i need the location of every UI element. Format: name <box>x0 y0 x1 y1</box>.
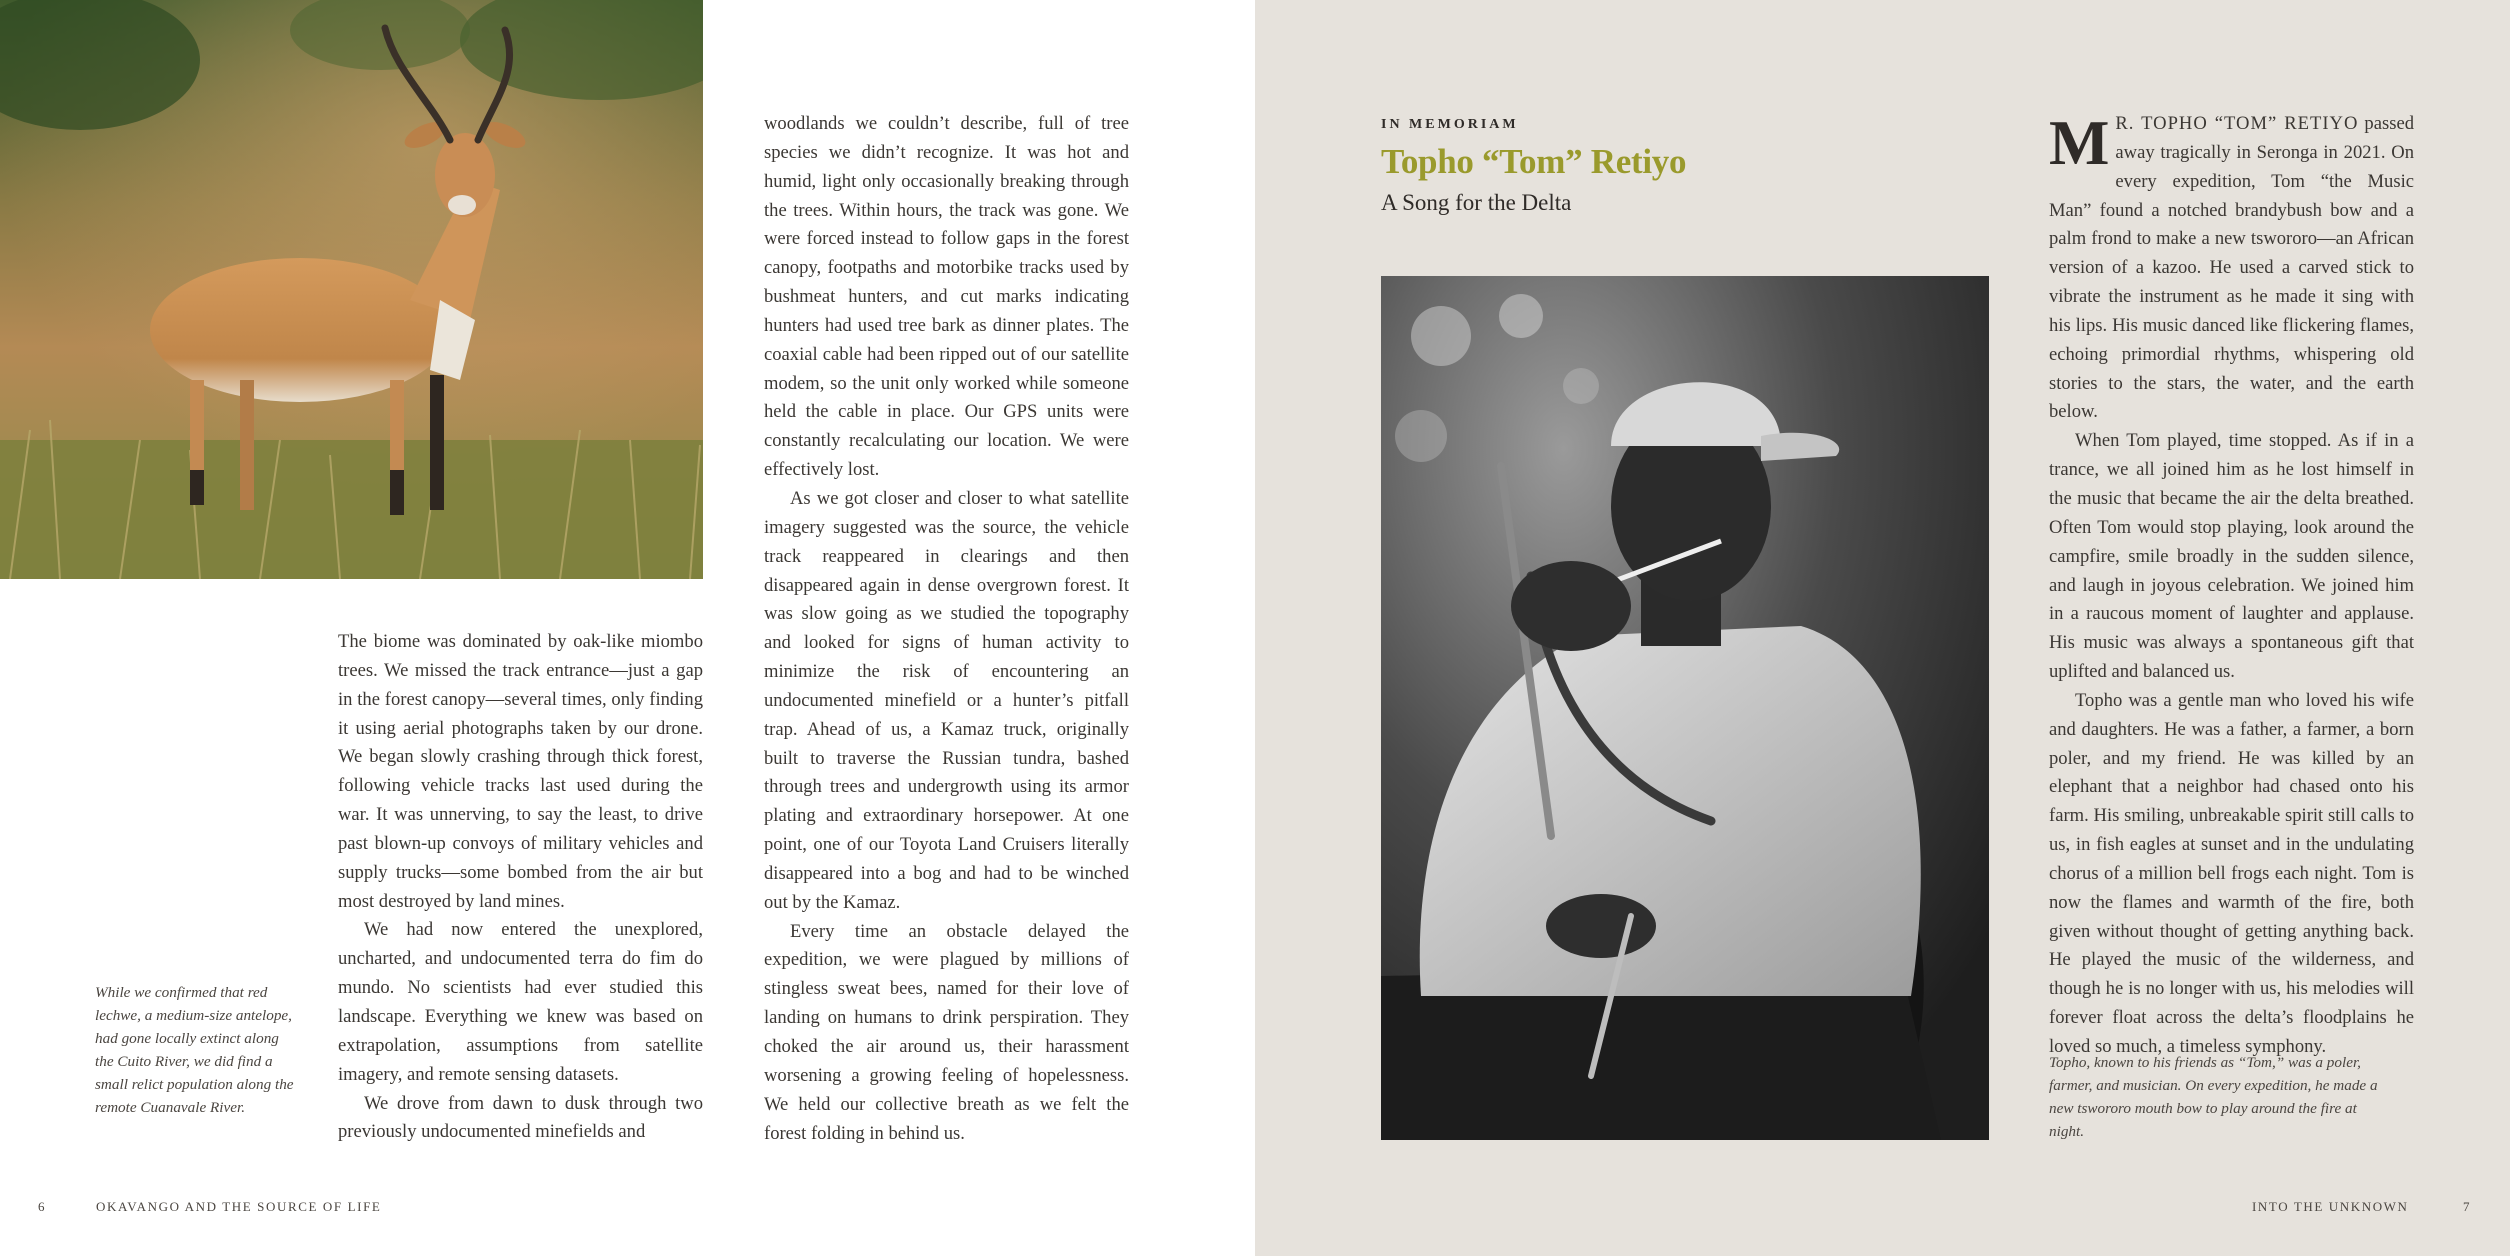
paragraph: The biome was dominated by oak-like miombo trees. We missed the track entrance—just a gap in the forest canopy—several times, only finding it using aerial photographs taken by our drone. We began slowly crashing through thick forest, following vehicle tracks last used during the war. It was unnerving, to say the least, to drive past blown-up convoys of military vehicles and supply trucks—some bombed from the air but most destroyed by land mines. <box>338 631 703 912</box>
paragraph: As we got closer and closer to what satellite imagery suggested was the source, the vehicle track reappeared in clearings and then disappeared again in dense overgrown forest. It was slow going as we studied the topography and looked for signs of human activity to minimize the risk of encountering an undocumented minefield or a hunter’s pitfall trap. Ahead of us, a Kamaz truck, originally built to traverse the Russian tundra, bashed through trees and undergrowth using its armor plating and extraordinary horsepower. At one point, one of our Toyota Land Cruisers literally disappeared into a bog and had to be winched out by the Kamaz. <box>764 487 1129 913</box>
paragraph-lead <box>2049 107 2414 427</box>
article-subtitle: A Song for the Delta <box>1381 190 1572 215</box>
paragraph: When Tom played, time stopped. As if in a trance, we all joined him as he lost himself in the music that became the air the delta breathed. Often Tom would stop playing, look around the campfire, smile broadly in the sudden silence, and laugh in joyous celebration. We joined him in a raucous moment of laughter and applause. His music was always a spontaneous gift that uplifted and balanced us. <box>2049 430 2414 683</box>
lead-in-caps: R. TOPHO “TOM” RETIYO <box>2115 113 2359 134</box>
photo-caption: While we confirmed that red lechwe, a medium-size antelope, had gone locally extinct along the Cuito River, we did find a small relict population along the remote Cuanavale River. <box>95 984 294 1116</box>
page-number: 7 <box>2463 1199 2470 1214</box>
paragraph: woodlands we couldn’t describe, full of tree species we didn’t recognize. It was hot and humid, light only occasionally breaking through the trees. Within hours, the track was gone. We were forced instead to follow gaps in the forest canopy, footpaths and motorbike tracks used by bushmeat hunters, and cut marks indicating hunters had used tree bark as dinner plates. The coaxial cable had been ripped out of our satellite modem, so the unit only worked while someone held the cable in place. Our GPS units were constantly recalculating our location. We were effectively lost. <box>764 113 1129 481</box>
paragraph: Every time an obstacle delayed the expedition, we were plagued by millions of stingless sweat bees, named for their love of landing on humans to drink perspiration. They choked the air around us, their harassment worsening a growing feeling of hopelessness. We held our collective breath as we felt the forest folding in behind us. <box>764 920 1129 1144</box>
paragraph: Topho was a gentle man who loved his wife and daughters. He was a father, a farmer, a born poler, and my friend. He was killed by an elephant that a neighbor had chased onto his farm. His smiling, unbreakable spirit still calls to us, in fish eagles at sunset and in the undulating chorus of a million bell frogs each night. Tom is now the flames and warmth of the fire, both given without thought of getting anything back. He played the music of the wilderness, and though he is no longer with us, his melodies will forever float across the delta’s floodplains he loved so much, a timeless symphony. <box>2049 689 2414 1057</box>
page-number: 6 <box>38 1199 45 1214</box>
running-head: INTO THE UNKNOWN <box>2252 1199 2409 1214</box>
paragraph-lead-text: passed away tragically in Seronga in 2021. On every expedition, Tom “the Music Man” found a notched brandybush bow and a palm frond to make a new tswororo—an African version of a kazoo. He used a carved stick to vibrate the instrument as he made it sing with his lips. His music danced like flickering flames, echoing primordial rhythms, whispering old stories to the stars, the water, and the earth below. <box>2049 113 2414 423</box>
body-column-c <box>2049 107 2414 1062</box>
lechwe-antelope-photo <box>0 0 703 579</box>
paragraph: We had now entered the unexplored, uncharted, and undocumented terra do fim do mundo. No scientists had ever studied this landscape. Everything we knew was based on extrapolation, assumptions from satellite imagery, and remote sensing datasets. <box>338 919 703 1085</box>
body-column-a <box>338 628 703 1147</box>
drop-cap: M <box>2049 107 2110 178</box>
running-head: OKAVANGO AND THE SOURCE OF LIFE <box>96 1199 382 1214</box>
article-title: Topho “Tom” Retiyo <box>1381 142 1687 181</box>
section-kicker: IN MEMORIAM <box>1381 117 1519 132</box>
tom-playing-mouth-bow-photo <box>1381 276 1989 1140</box>
paragraph: We drove from dawn to dusk through two previously undocumented minefields and <box>338 1092 703 1143</box>
body-column-b <box>764 110 1129 1148</box>
photo-caption: Topho, known to his friends as “Tom,” was a poler, farmer, and musician. On every expedition, he made a new tswororo mouth bow to play around the fire at night. <box>2049 1054 2378 1140</box>
